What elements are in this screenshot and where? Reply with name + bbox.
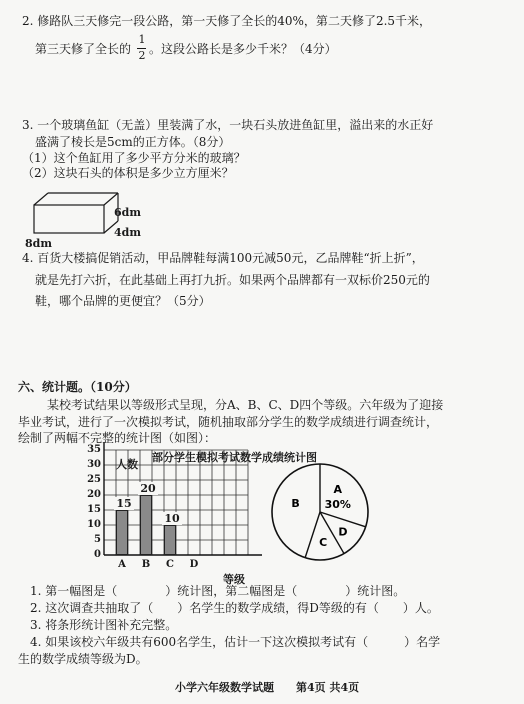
bar-data-label: 10 [162, 512, 182, 525]
cuboid-height-label: 6dm [114, 206, 141, 219]
y-tick-label: 35 [87, 444, 101, 455]
stat-question-4a: 4. 如果该校六年级共有600名学生，估计一下这次模拟考试有（ ）名学 [30, 635, 441, 649]
q2-line1: 2. 修路队三天修完一段公路，第一天修了全长的40%，第二天修了2.5千米， [22, 14, 432, 28]
x-category-label: D [189, 559, 199, 570]
y-tick-label: 15 [87, 504, 101, 515]
q2-line2b: 。这段公路长是多少千米？（4分） [149, 42, 337, 56]
q2-line2a: 第三天修了全长的 [35, 42, 132, 56]
bar-data-label: 15 [114, 497, 134, 510]
bar-data-label: 20 [138, 482, 158, 495]
section6-intro1: 某校考试结果以等级形式呈现，分A、B、C、D四个等级。六年级为了迎接 [47, 398, 444, 412]
stat-question-1: 1. 第一幅图是（ ）统计图，第二幅图是（ ）统计图。 [30, 584, 406, 598]
pie-label-a: A [333, 483, 343, 497]
section6-intro3: 绘制了两幅不完整的统计图（如图）： [18, 431, 217, 445]
pie-label-d: D [338, 525, 348, 539]
q4-line2: 就是先打六折，在此基础上再打九折。如果两个品牌都有一双标价250元的 [35, 273, 430, 287]
section6-heading: 六、统计题。（10分） [18, 380, 137, 394]
bar-chart-ylabel: 人数 [116, 458, 138, 471]
page-footer: 小学六年级数学试题 第4页 共4页 [175, 681, 360, 694]
pie-label-b: B [291, 497, 300, 511]
q2-fraction-denominator: 2 [138, 49, 146, 62]
q3-sub2: （2）这块石头的体积是多少立方厘米？ [22, 166, 234, 180]
stat-question-3: 3. 将条形统计图补充完整。 [30, 618, 178, 632]
q3-line2: 盛满了棱长是5cm的正方体。（8分） [35, 135, 231, 149]
q3-line1: 3. 一个玻璃鱼缸（无盖）里装满了水，一块石头放进鱼缸里，溢出来的水正好 [22, 118, 434, 132]
x-category-label: C [166, 559, 174, 570]
stat-question-2: 2. 这次调查共抽取了（ ）名学生的数学成绩，得D等级的有（ ）人。 [30, 601, 439, 615]
bar-chart-title: 部分学生模拟考试数学成绩统计图 [152, 451, 317, 464]
section6-intro2: 毕业考试，进行了一次模拟考试，随机抽取部分学生的数学成绩进行调查统计， [18, 415, 439, 429]
pie-divider [305, 512, 320, 558]
y-tick-label: 30 [87, 459, 101, 470]
y-tick-label: 20 [87, 489, 101, 500]
pie-label-c: C [319, 535, 328, 549]
x-category-label: B [141, 559, 151, 570]
cuboid-depth-label: 4dm [114, 226, 141, 239]
y-tick-label: 25 [87, 474, 101, 485]
q4-line3: 鞋，哪个品牌的更便宜？（5分） [35, 294, 211, 308]
stat-question-4b: 生的数学成绩等级为D。 [18, 652, 148, 666]
y-tick-label: 5 [94, 534, 101, 545]
pie-slice-percent: 30% [324, 498, 351, 512]
x-category-label: A [118, 559, 126, 570]
q4-line1: 4. 百货大楼搞促销活动，甲品牌鞋每满100元减50元，乙品牌鞋“折上折”， [22, 251, 424, 265]
bar-chart-xlabel: 等级 [223, 573, 245, 586]
y-tick-label: 10 [87, 519, 101, 530]
cuboid-length-label: 8dm [25, 237, 52, 250]
q2-fraction-numerator: 1 [138, 33, 146, 46]
y-tick-label: 0 [94, 549, 101, 560]
q3-sub1: （1）这个鱼缸用了多少平方分米的玻璃？ [22, 151, 246, 165]
